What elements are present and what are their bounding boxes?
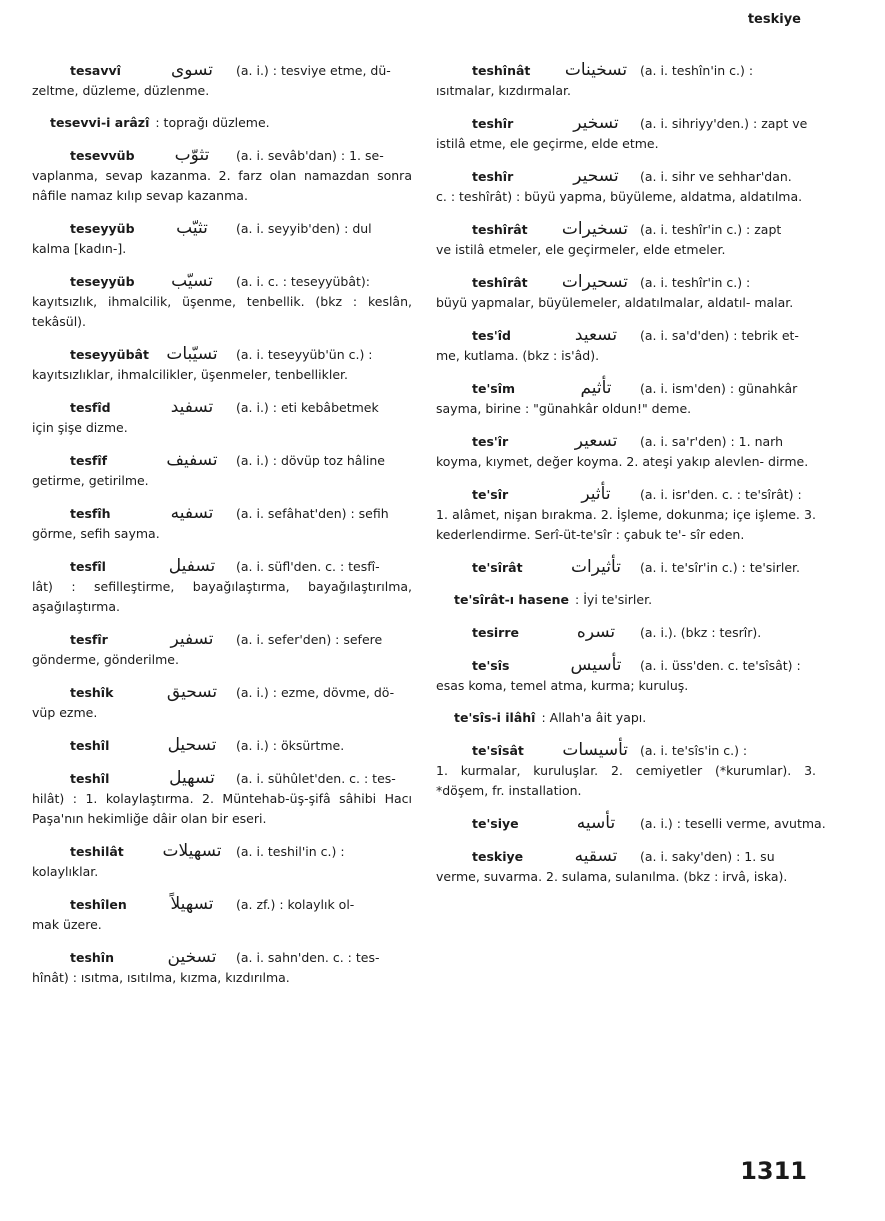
definition: : İyi te'sirler. (575, 592, 653, 607)
dictionary-entry (32, 556, 412, 617)
definition: (a. i. teshîr'in c.) : (640, 275, 751, 290)
dictionary-entry (436, 272, 816, 313)
headword: te'sîs-i ilâhî (454, 710, 536, 725)
arabic-script: تسخين (167, 947, 217, 967)
definition-continued: mak üzere. (32, 917, 102, 932)
definition-continued: zeltme, düzleme, düzlenme. (32, 83, 210, 98)
page-number: 1311 (740, 1157, 807, 1185)
definition: (a. i.) : öksürtme. (236, 738, 345, 753)
headword: teshîr (472, 169, 514, 184)
definition: (a. i. sa'r'den) : 1. narh (640, 434, 783, 449)
definition: (a. i. teshîr'in c.) : zapt (640, 222, 782, 237)
definition: (a. i. saky'den) : 1. su (640, 849, 775, 864)
entry-head-line (32, 450, 412, 471)
definition-continued: ve istilâ etmeler, ele geçirmeler, elde etmeler. (436, 242, 726, 257)
arabic-script: تسوى (171, 60, 213, 80)
entry-head-line (436, 219, 816, 240)
arabic-script: تأثير (581, 484, 611, 504)
arabic-script: تسخير (573, 113, 619, 133)
arabic-script: تأسيه (576, 813, 616, 833)
entry-head-line (32, 841, 412, 862)
dictionary-entry (32, 218, 412, 259)
dictionary-entry (32, 682, 412, 723)
arabic-script: تسخينات (564, 60, 628, 80)
definition: (a. i.). (bkz : tesrîr). (640, 625, 762, 640)
headword: tesirre (472, 625, 519, 640)
definition-continued: koyma, kıymet, değer koyma. 2. ateşi yakıp alevlen- dirme. (436, 454, 809, 469)
entry-head-line (32, 556, 412, 577)
definition: (a. i. sihr ve sehhar'dan. (640, 169, 792, 184)
entry-head-line (32, 271, 412, 292)
arabic-script: تسعيد (574, 325, 618, 345)
definition: (a. i. teseyyüb'ün c.) : (236, 347, 373, 362)
definition: (a. i.) : ezme, dövme, dö- (236, 685, 395, 700)
arabic-script: تسقيه (574, 846, 618, 866)
dictionary-entry (32, 450, 412, 491)
arabic-script: تثوّب (174, 145, 210, 165)
definition: (a. i.) : teselli verme, avutma. (640, 816, 826, 831)
definition-continued: kayıtsızlık, ihmalcilik, üşenme, tenbellik. (bkz : keslân, tekâsül). (32, 294, 412, 329)
definition: (a. i. c. : teseyyübât): (236, 274, 371, 289)
headword: teseyyübât (70, 347, 149, 362)
arabic-script: تسفيد (170, 397, 214, 417)
headword: tes'îd (472, 328, 511, 343)
arabic-script: تسفيه (170, 503, 214, 523)
definition: (a. i. sefâhat'den) : sefih (236, 506, 389, 521)
definition: (a. i. seyyib'den) : dul (236, 221, 372, 236)
definition: (a. i. sihriyy'den.) : zapt ve (640, 116, 808, 131)
headword: tesfîl (70, 559, 106, 574)
definition: (a. i. süfl'den. c. : tesfî- (236, 559, 380, 574)
entry-head-line (32, 894, 412, 915)
dictionary-entry (32, 947, 412, 988)
definition: (a. i. teshîn'in c.) : (640, 63, 754, 78)
headword: teshîn (70, 950, 114, 965)
arabic-script: تسيّب (171, 271, 213, 291)
entry-head-line (436, 590, 816, 610)
dictionary-entry (436, 113, 816, 154)
headword: teshîl (70, 738, 110, 753)
headword: te'sîsât (472, 743, 524, 758)
definition: : toprağı düzleme. (155, 115, 270, 130)
dictionary-entry (436, 622, 816, 643)
definition-continued: kayıtsızlıklar, ihmalcilikler, üşenmeler, tenbellikler. (32, 367, 348, 382)
entry-head-line (436, 378, 816, 399)
dictionary-entry (32, 113, 412, 133)
definition-continued: esas koma, temel atma, kurma; kuruluş. (436, 678, 689, 693)
headword: teshilât (70, 844, 124, 859)
headword: tesavvî (70, 63, 121, 78)
definition: (a. i. isr'den. c. : te'sîrât) : (640, 487, 802, 502)
definition-continued: sayma, birine : "günahkâr oldun!" deme. (436, 401, 692, 416)
entry-head-line (436, 113, 816, 134)
definition-continued: hînât) : ısıtma, ısıtılma, kızma, kızdırılma. (32, 970, 290, 985)
headword: teshîl (70, 771, 110, 786)
definition: (a. i.) : eti kebâbetmek (236, 400, 379, 415)
arabic-script: تسهيلات (162, 841, 222, 861)
arabic-script: تسيّبات (166, 344, 218, 364)
definition-continued: c. : teshîrât) : büyü yapma, büyüleme, aldatma, aldatılma. (436, 189, 803, 204)
definition: (a. i.) : tesviye etme, dü- (236, 63, 391, 78)
arabic-script: تأثيم (580, 378, 612, 398)
definition-continued: gönderme, gönderilme. (32, 652, 179, 667)
dictionary-entry (436, 590, 816, 610)
arabic-script: تسحير (573, 166, 619, 186)
dictionary-entry (32, 397, 412, 438)
arabic-script: تسخيرات (561, 219, 628, 239)
definition-continued: verme, suvarma. 2. sulama, sulanılma. (bkz : irvâ, iska). (436, 869, 788, 884)
running-header: teskiye (747, 12, 801, 27)
arabic-script: تسهيلاً (170, 894, 214, 914)
dictionary-entry (32, 629, 412, 670)
dictionary-entry (436, 219, 816, 260)
dictionary-entry (32, 60, 412, 101)
entry-head-line (436, 655, 816, 676)
headword: te'sîrât-ı hasene (454, 592, 570, 607)
entry-head-line (32, 145, 412, 166)
entry-head-line (436, 484, 816, 505)
arabic-script: تسفيف (166, 450, 218, 470)
headword: teseyyüb (70, 274, 135, 289)
arabic-script: تأسيسات (562, 740, 628, 760)
headword: teshîr (472, 116, 514, 131)
definition-continued: kalma [kadın-]. (32, 241, 127, 256)
dictionary-entry (32, 145, 412, 206)
headword: tesfîh (70, 506, 111, 521)
headword: teshîrât (472, 222, 528, 237)
entry-head-line (436, 166, 816, 187)
dictionary-entry (436, 166, 816, 207)
definition-continued: kolaylıklar. (32, 864, 99, 879)
headword: tesfîr (70, 632, 108, 647)
definition: (a. i. ism'den) : günahkâr (640, 381, 798, 396)
definition: (a. i. sahn'den. c. : tes- (236, 950, 380, 965)
entry-head-line (32, 768, 412, 789)
arabic-script: تسفيل (168, 556, 216, 576)
dictionary-entry (436, 655, 816, 696)
left-column (32, 60, 412, 1000)
headword: teshîk (70, 685, 114, 700)
dictionary-entry (32, 271, 412, 332)
definition: (a. i. sevâb'dan) : 1. se- (236, 148, 384, 163)
right-column (436, 60, 826, 899)
definition: (a. i.) : dövüp toz hâline (236, 453, 385, 468)
entry-head-line (32, 60, 412, 81)
arabic-script: تسحيرات (561, 272, 628, 292)
headword: tesevvüb (70, 148, 135, 163)
dictionary-entry (436, 708, 816, 728)
headword: tesfîd (70, 400, 111, 415)
headword: tes'îr (472, 434, 509, 449)
definition: (a. i. üss'den. c. te'sîsât) : (640, 658, 801, 673)
headword: teskiye (472, 849, 524, 864)
arabic-script: تسحيل (167, 735, 217, 755)
dictionary-entry (436, 378, 816, 419)
definition-continued: 1. alâmet, nişan bırakma. 2. İşleme, dokunma; içe işleme. 3. kederlendirme. Serî-üt-te'sîr : çabuk te'- sîr eden. (436, 507, 816, 542)
definition: (a. i. te'sîr'in c.) : te'sirler. (640, 560, 801, 575)
definition-continued: getirme, getirilme. (32, 473, 149, 488)
definition-continued: vaplanma, sevap kazanma. 2. farz olan namazdan sonra nâfile namaz kılıp sevap kazanma. (32, 168, 412, 203)
headword: te'sîm (472, 381, 516, 396)
headword: teshînât (472, 63, 531, 78)
arabic-script: تسفير (170, 629, 214, 649)
arabic-script: تسره (576, 622, 616, 642)
arabic-script: تسهيل (169, 768, 215, 788)
definition-continued: için şişe dizme. (32, 420, 128, 435)
entry-head-line (436, 557, 816, 578)
definition-continued: hilât) : 1. kolaylaştırma. 2. Müntehab-üş-şifâ sâhibi Hacı Paşa'nın hekimliğe dâir olan bir eseri. (32, 791, 412, 826)
headword: tesfîf (70, 453, 108, 468)
dictionary-entry (32, 344, 412, 385)
dictionary-entry (32, 503, 412, 544)
definition-continued: 1. kurmalar, kuruluşlar. 2. cemiyetler (*kurumlar). 3. *döşem, fr. installation. (436, 763, 816, 798)
definition-continued: me, kutlama. (bkz : is'âd). (436, 348, 600, 363)
definition-continued: ısıtmalar, kızdırmalar. (436, 83, 571, 98)
entry-head-line (436, 813, 826, 834)
entry-head-line (32, 503, 412, 524)
definition-continued: büyü yapmalar, büyülemeler, aldatılmalar, aldatıl- malar. (436, 295, 794, 310)
arabic-script: تثيّب (176, 218, 208, 238)
entry-head-line (436, 431, 816, 452)
entry-head-line (32, 735, 412, 756)
definition: (a. i. sühûlet'den. c. : tes- (236, 771, 396, 786)
definition: (a. i. sefer'den) : sefere (236, 632, 383, 647)
entry-head-line (32, 113, 412, 133)
entry-head-line (32, 218, 412, 239)
headword: teshîrât (472, 275, 528, 290)
arabic-script: تأثيرات (571, 557, 621, 577)
headword: tesevvi-i arâzî (50, 115, 150, 130)
headword: te'sîs (472, 658, 510, 673)
headword: te'sîrât (472, 560, 523, 575)
definition: (a. i. te'sîs'in c.) : (640, 743, 748, 758)
dictionary-entry (436, 813, 826, 834)
definition-continued: lât) : sefilleştirme, bayağılaştırma, bayağılaştırılma, aşağılaştırma. (32, 579, 412, 614)
definition: (a. i. teshil'in c.) : (236, 844, 345, 859)
entry-head-line (32, 397, 412, 418)
entry-head-line (32, 344, 412, 365)
dictionary-entry (436, 431, 816, 472)
dictionary-entry (436, 484, 816, 545)
entry-head-line (32, 682, 412, 703)
definition: : Allah'a âit yapı. (541, 710, 647, 725)
dictionary-entry (436, 846, 816, 887)
definition-continued: vüp ezme. (32, 705, 98, 720)
entry-head-line (32, 947, 412, 968)
definition: (a. i. sa'd'den) : tebrik et- (640, 328, 799, 343)
entry-head-line (436, 740, 816, 761)
arabic-script: تسحيق (166, 682, 218, 702)
dictionary-entry (32, 735, 412, 756)
definition: (a. zf.) : kolaylık ol- (236, 897, 355, 912)
entry-head-line (436, 846, 816, 867)
headword: te'sîr (472, 487, 509, 502)
dictionary-entry (436, 325, 816, 366)
dictionary-entry (436, 557, 816, 578)
dictionary-entry (436, 60, 816, 101)
headword: teseyyüb (70, 221, 135, 236)
entry-head-line (436, 272, 816, 293)
headword: te'siye (472, 816, 519, 831)
definition-continued: istilâ etme, ele geçirme, elde etme. (436, 136, 659, 151)
dictionary-entry (436, 740, 816, 801)
entry-head-line (436, 325, 816, 346)
entry-head-line (436, 622, 816, 643)
headword: teshîlen (70, 897, 127, 912)
entry-head-line (32, 629, 412, 650)
entry-head-line (436, 708, 816, 728)
arabic-script: تسعير (574, 431, 618, 451)
dictionary-entry (32, 768, 412, 829)
arabic-script: تأسيس (570, 655, 622, 675)
entry-head-line (436, 60, 816, 81)
definition-continued: görme, sefih sayma. (32, 526, 160, 541)
dictionary-entry (32, 841, 412, 882)
dictionary-entry (32, 894, 412, 935)
